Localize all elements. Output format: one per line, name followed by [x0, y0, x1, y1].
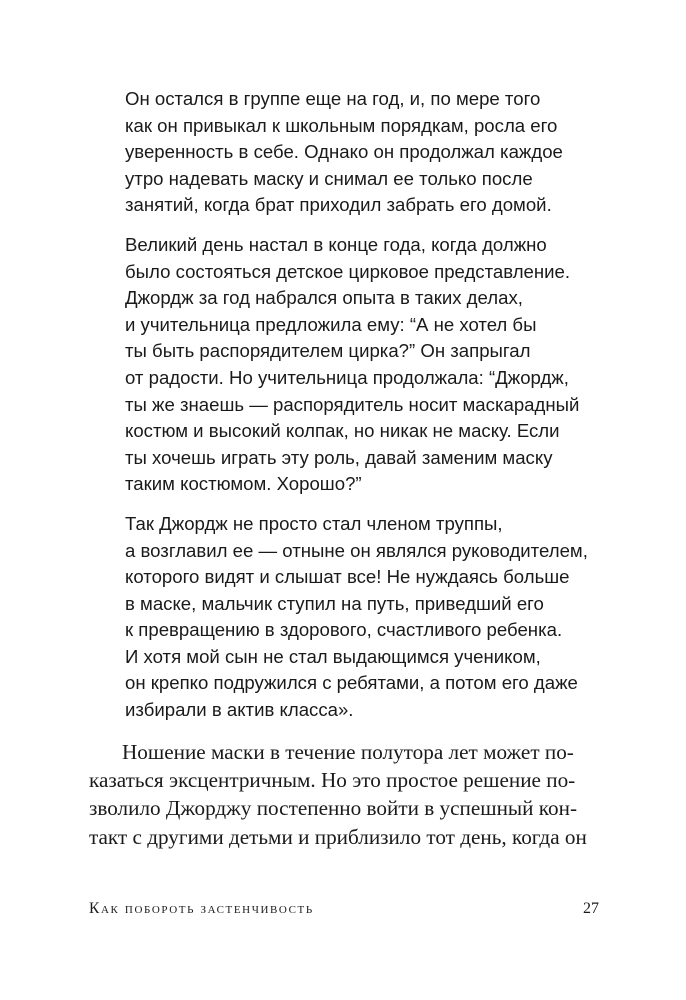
quote-paragraph — [125, 511, 605, 724]
text-line: ты быть распорядителем цирка?” Он запрыгал — [125, 340, 531, 362]
running-title: Как побороть застенчивость — [89, 900, 314, 917]
text-line: костюм и высокий колпак, но никак не маску. Если — [125, 420, 560, 442]
text-line: зволило Джорджу постепенно войти в успешный кон- — [89, 796, 577, 821]
text-line: было состояться детское цирковое представление. — [125, 260, 571, 282]
text-line: избирали в актив класса». — [125, 699, 354, 721]
text-line: И хотя мой сын не стал выдающимся учеником, — [125, 645, 541, 667]
text-line: уверенность в себе. Однако он продолжал каждое — [125, 141, 563, 163]
text-line: утро надевать маску и снимал ее только после — [125, 167, 533, 189]
text-line: как он привыкал к школьным порядкам, росла его — [125, 114, 558, 136]
text-line: от радости. Но учительница продолжала: “Джордж, — [125, 366, 569, 388]
text-line: Ношение маски в течение полутора лет может по- — [122, 740, 574, 764]
text-line: и учительница предложила ему: “А не хотел бы — [125, 313, 537, 335]
text-line: а возглавил ее — отныне он являлся руководителем, — [125, 539, 588, 561]
text-line: Он остался в группе еще на год, и, по мере того — [125, 88, 541, 109]
text-line: Джордж за год набрался опыта в таких делах, — [125, 287, 523, 309]
text-line: которого видят и слышат все! Не нуждаясь больше — [125, 566, 570, 588]
page-footer — [89, 900, 599, 924]
text-line: в маске, мальчик ступил на путь, приведший его — [125, 592, 544, 614]
quote-paragraph — [125, 232, 605, 498]
quote-paragraph — [125, 86, 605, 219]
text-line: Великий день настал в конце года, когда должно — [125, 233, 547, 255]
text-line: занятий, когда брат приходил забрать его домой. — [125, 194, 552, 216]
text-line: Так Джордж не просто стал членом труппы, — [125, 512, 503, 534]
text-line: ты же знаешь — распорядитель носит маскарадный — [125, 393, 580, 415]
text-line: к превращению в здорового, счастливого ребенка. — [125, 619, 563, 641]
text-line: таким костюмом. Хорошо?” — [125, 473, 362, 495]
text-line: он крепко подружился с ребятами, а потом его даже — [125, 672, 578, 694]
quoted-passage — [125, 86, 605, 737]
text-line: ты хочешь играть эту роль, давай заменим маску — [125, 446, 553, 468]
page-number: 27 — [583, 900, 599, 917]
body-paragraph — [89, 738, 599, 851]
text-line: казаться эксцентричным. Но это простое решение по- — [89, 768, 576, 793]
text-line: такт с другими детьми и приблизило тот день, когда он — [89, 824, 587, 849]
